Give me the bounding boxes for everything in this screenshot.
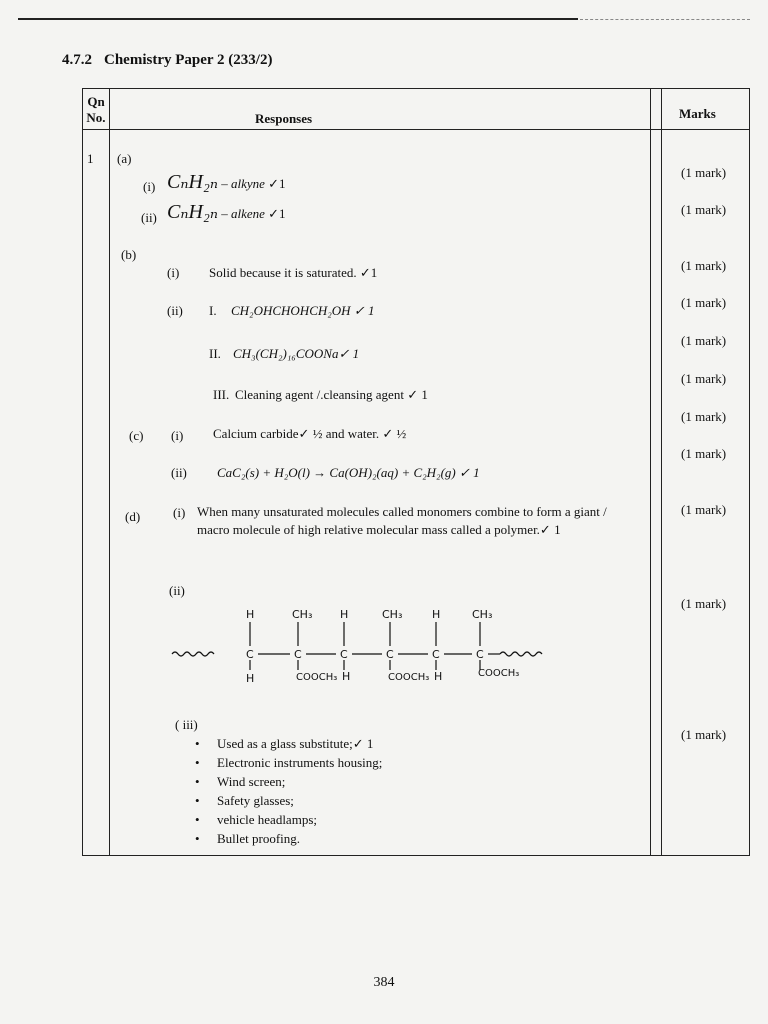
part-b-ii-I-label: I.: [209, 303, 217, 318]
part-a-ii-tick: ✓1: [268, 206, 286, 221]
part-c-i-label: (i): [171, 428, 184, 443]
marking-scheme-table: [82, 88, 750, 856]
header-divider: [83, 129, 749, 130]
marks-column-divider: [650, 89, 651, 855]
part-a-i-answer: [167, 169, 286, 194]
top-group: H: [340, 608, 349, 621]
chain-carbon: C: [340, 648, 348, 661]
polymer-structure-diagram: [170, 596, 570, 686]
part-d-i-text: When many unsaturated molecules called monomers combine to form a giant / macro molecule of high relative molecular mass called a polymer.✓ 1: [197, 504, 607, 537]
list-item: • Safety glasses;: [195, 791, 382, 810]
part-a-i-formula: CₙH₂ₙ: [167, 171, 218, 193]
part-a-ii-answer: [167, 199, 286, 224]
bottom-group: COOCH₃: [388, 672, 430, 683]
part-d-ii-mark: (1 mark): [681, 596, 727, 611]
chain-carbon: C: [386, 648, 394, 661]
question-number: 1: [87, 151, 94, 166]
page-number: 384: [373, 975, 395, 990]
part-a-ii-formula: CₙH₂ₙ: [167, 201, 218, 223]
chain-continuation-right: [500, 652, 542, 656]
part-d-i-label: (i): [173, 505, 186, 520]
list-item: • Used as a glass substitute;✓ 1: [195, 734, 382, 753]
bottom-group: COOCH₃: [296, 672, 338, 683]
monomer-repeat-units: [246, 608, 542, 685]
section-heading: Chemistry Paper 2 (233/2): [104, 52, 273, 68]
part-b-ii-I-mark: (1 mark): [681, 295, 727, 310]
bottom-group: H: [246, 672, 255, 685]
part-a-ii-mark: (1 mark): [681, 202, 727, 217]
part-a-i-tick: ✓1: [268, 176, 286, 191]
list-item: • Wind screen;: [195, 772, 382, 791]
part-b-label: (b): [121, 247, 137, 262]
part-c-ii-label: (ii): [171, 465, 187, 480]
top-group: CH₃: [472, 608, 493, 621]
list-item: • vehicle headlamps;: [195, 810, 382, 829]
part-a-ii-label: (ii): [141, 210, 157, 225]
part-a-i-name: – alkyne: [221, 176, 265, 191]
qn-column-divider: [109, 89, 110, 855]
part-b-i-label: (i): [167, 265, 180, 280]
part-b-ii-I-text: CH₂OHCHOHCH₂OH ✓ 1: [231, 303, 375, 318]
list-item: • Bullet proofing.: [195, 829, 382, 848]
part-b-ii-III-label: III.: [213, 387, 230, 402]
section-title: [62, 52, 272, 69]
part-a-i-mark: (1 mark): [681, 165, 727, 180]
bottom-group: H: [434, 670, 443, 683]
top-group: H: [432, 608, 441, 621]
part-b-ii-II-label: II.: [209, 346, 221, 361]
part-c-i-text: Calcium carbide✓ ½ and water. ✓ ½: [213, 426, 407, 441]
top-group: H: [246, 608, 255, 621]
top-group: CH₃: [292, 608, 313, 621]
part-c-ii-equation: CaC₂(s) + H₂O(l) → Ca(OH)₂(aq) + C₂H₂(g) ✓ 1: [217, 465, 480, 480]
top-dashed-rule: [580, 19, 750, 20]
part-b-ii-III-text: Cleaning agent /.cleansing agent ✓ 1: [235, 387, 428, 402]
part-c-ii-mark: (1 mark): [681, 446, 727, 461]
top-rule: [18, 18, 578, 20]
responses-header: Responses: [255, 111, 313, 126]
bottom-group: COOCH₃: [478, 668, 520, 679]
list-item: • Electronic instruments housing;: [195, 753, 382, 772]
chain-carbon: C: [294, 648, 302, 661]
part-a-ii-name: – alkene: [221, 206, 265, 221]
part-c-label: (c): [129, 428, 144, 443]
part-d-iii-mark: (1 mark): [681, 727, 727, 742]
part-d-i-mark: (1 mark): [681, 502, 727, 517]
top-group: CH₃: [382, 608, 403, 621]
part-b-i-text: Solid because it is saturated. ✓1: [209, 265, 378, 280]
part-b-ii-II-mark: (1 mark): [681, 333, 727, 348]
part-b-i-mark: (1 mark): [681, 258, 727, 273]
chain-carbon: C: [432, 648, 440, 661]
chain-carbon: C: [476, 648, 484, 661]
marks-header: Marks: [679, 106, 716, 121]
part-a-i-label: (i): [143, 179, 156, 194]
marks-column-divider-2: [661, 89, 662, 855]
part-d-ii-label: (ii): [169, 583, 185, 598]
part-a-label: (a): [117, 151, 132, 166]
chain-continuation-left: [172, 652, 214, 656]
chain-carbon: C: [246, 648, 254, 661]
part-c-i-mark: (1 mark): [681, 409, 727, 424]
part-d-iii-label: ( iii): [175, 717, 198, 732]
qn-header: Qn No.: [86, 94, 106, 125]
part-b-ii-label: (ii): [167, 303, 183, 318]
part-b-ii-III-mark: (1 mark): [681, 371, 727, 386]
part-d-iii-list: [195, 734, 382, 848]
section-number: 4.7.2: [62, 52, 92, 68]
part-b-ii-II-text: CH₃(CH₂)₁₆COONa✓ 1: [233, 346, 360, 361]
bottom-group: H: [342, 670, 351, 683]
part-d-label: (d): [125, 509, 141, 524]
